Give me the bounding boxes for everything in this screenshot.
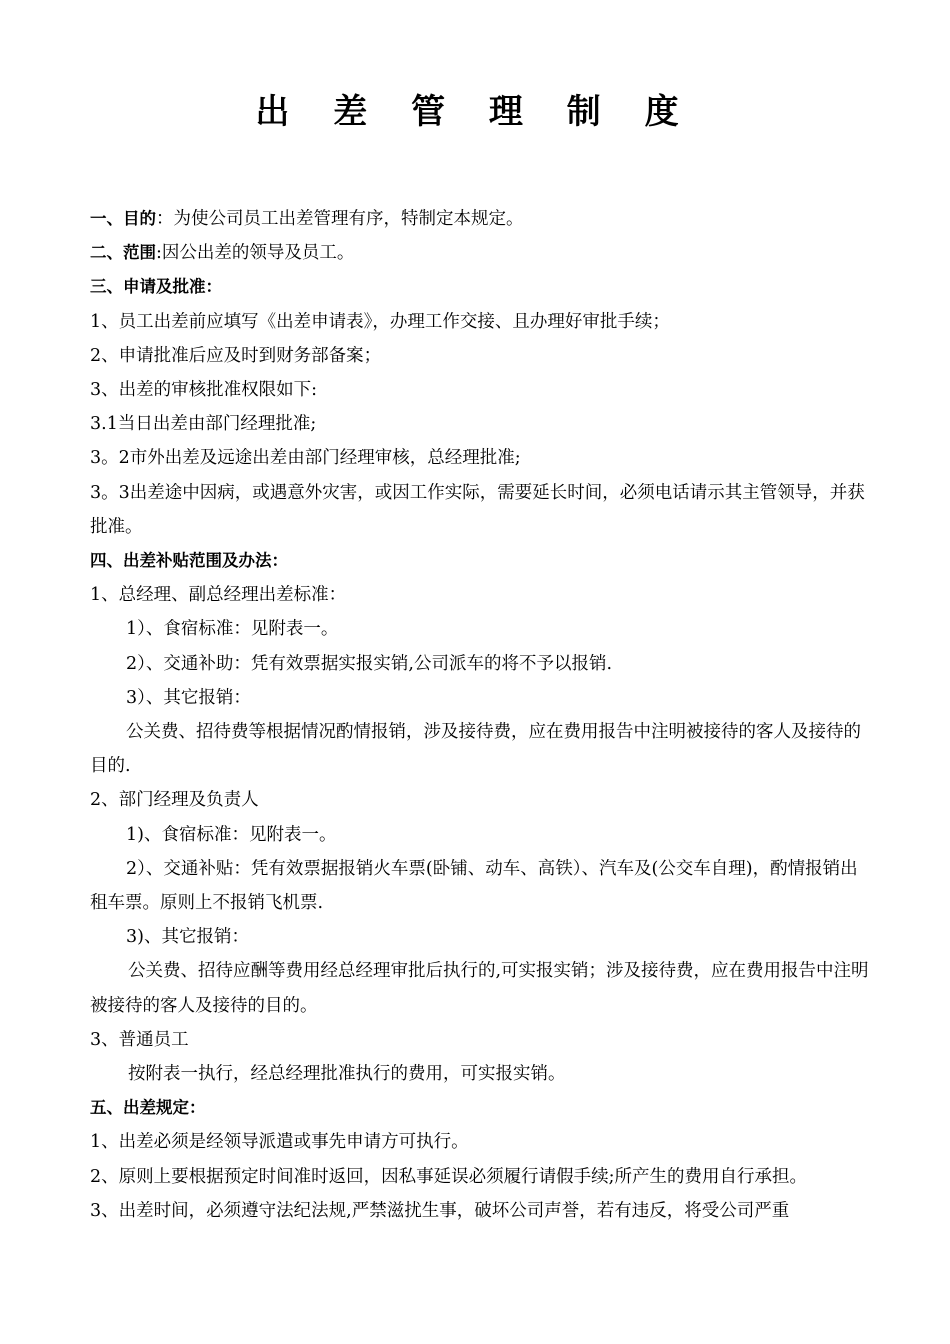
list-item: 1）、食宿标准：见附表一。 bbox=[126, 619, 339, 640]
list-item: 3、普通员工 bbox=[90, 1029, 189, 1050]
list-item: 2）、交通补助：凭有效票据实报实销,公司派车的将不予以报销. bbox=[126, 653, 613, 674]
paragraph: 公关费、招待应酬等费用经总经理审批后执行的,可实报实销；涉及接待费，应在费用报告中注明被接待的客人及接待的目的。 bbox=[90, 961, 869, 1016]
list-item: 2）、交通补贴：凭有效票据报销火车票(卧铺、动车、高铁）、汽车及(公交车自理)，酌情报销出租车票。原则上不报销飞机票. bbox=[90, 858, 858, 914]
list-item: 3）、其它报销： bbox=[126, 687, 251, 708]
list-item: 1、出差必须是经领导派遣或事先申请方可执行。 bbox=[90, 1132, 469, 1153]
list-item: 3。3出差途中因病，或遇意外灾害，或因工作实际，需要延长时间，必须电话请示其主管领导，并获批准。 bbox=[90, 482, 865, 537]
list-item: 1)、食宿标准：见附表一。 bbox=[126, 824, 337, 845]
list-item: 3、出差时间，必须遵守法纪法规,严禁滋扰生事，破坏公司声誉，若有违反，将受公司严重 bbox=[90, 1200, 790, 1221]
document-body bbox=[90, 202, 872, 1228]
list-item: 3。2市外出差及远途出差由部门经理审核，总经理批准; bbox=[90, 448, 521, 469]
document-title: 出 差 管 理 制 度 bbox=[255, 92, 695, 132]
section-text: ：为使公司员工出差管理有序，特制定本规定。 bbox=[156, 209, 524, 229]
list-item: 1、员工出差前应填写《出差申请表》，办理工作交接、且办理好审批手续； bbox=[90, 311, 670, 332]
section-purpose bbox=[90, 202, 872, 236]
section-heading: 二、范围 bbox=[90, 243, 156, 263]
list-item: 2、原则上要根据预定时间准时返回，因私事延误必须履行请假手续;所产生的费用自行承担。 bbox=[90, 1166, 808, 1187]
paragraph: 公关费、招待费等根据情况酌情报销，涉及接待费，应在费用报告中注明被接待的客人及接待的目的. bbox=[90, 722, 861, 777]
list-item: 2、申请批准后应及时到财务部备案； bbox=[90, 345, 382, 366]
section-text: :因公出差的领导及员工。 bbox=[156, 243, 355, 264]
section-heading: 一、目的 bbox=[90, 209, 156, 228]
section-heading: 五、出差规定： bbox=[90, 1098, 206, 1118]
section-heading: 四、出差补贴范围及办法： bbox=[90, 551, 288, 571]
section-scope bbox=[90, 236, 872, 270]
paragraph: 按附表一执行，经总经理批准执行的费用，可实报实销。 bbox=[128, 1064, 566, 1085]
list-item: 3.1当日出差由部门经理批准; bbox=[90, 414, 317, 435]
list-item: 2、部门经理及负责人 bbox=[90, 790, 259, 811]
list-item: 3)、其它报销： bbox=[126, 927, 249, 948]
section-heading: 三、申请及批准： bbox=[90, 277, 222, 297]
list-item: 1、总经理、副总经理出差标准： bbox=[90, 585, 347, 606]
list-item: 3、出差的审核批准权限如下: bbox=[90, 380, 318, 401]
